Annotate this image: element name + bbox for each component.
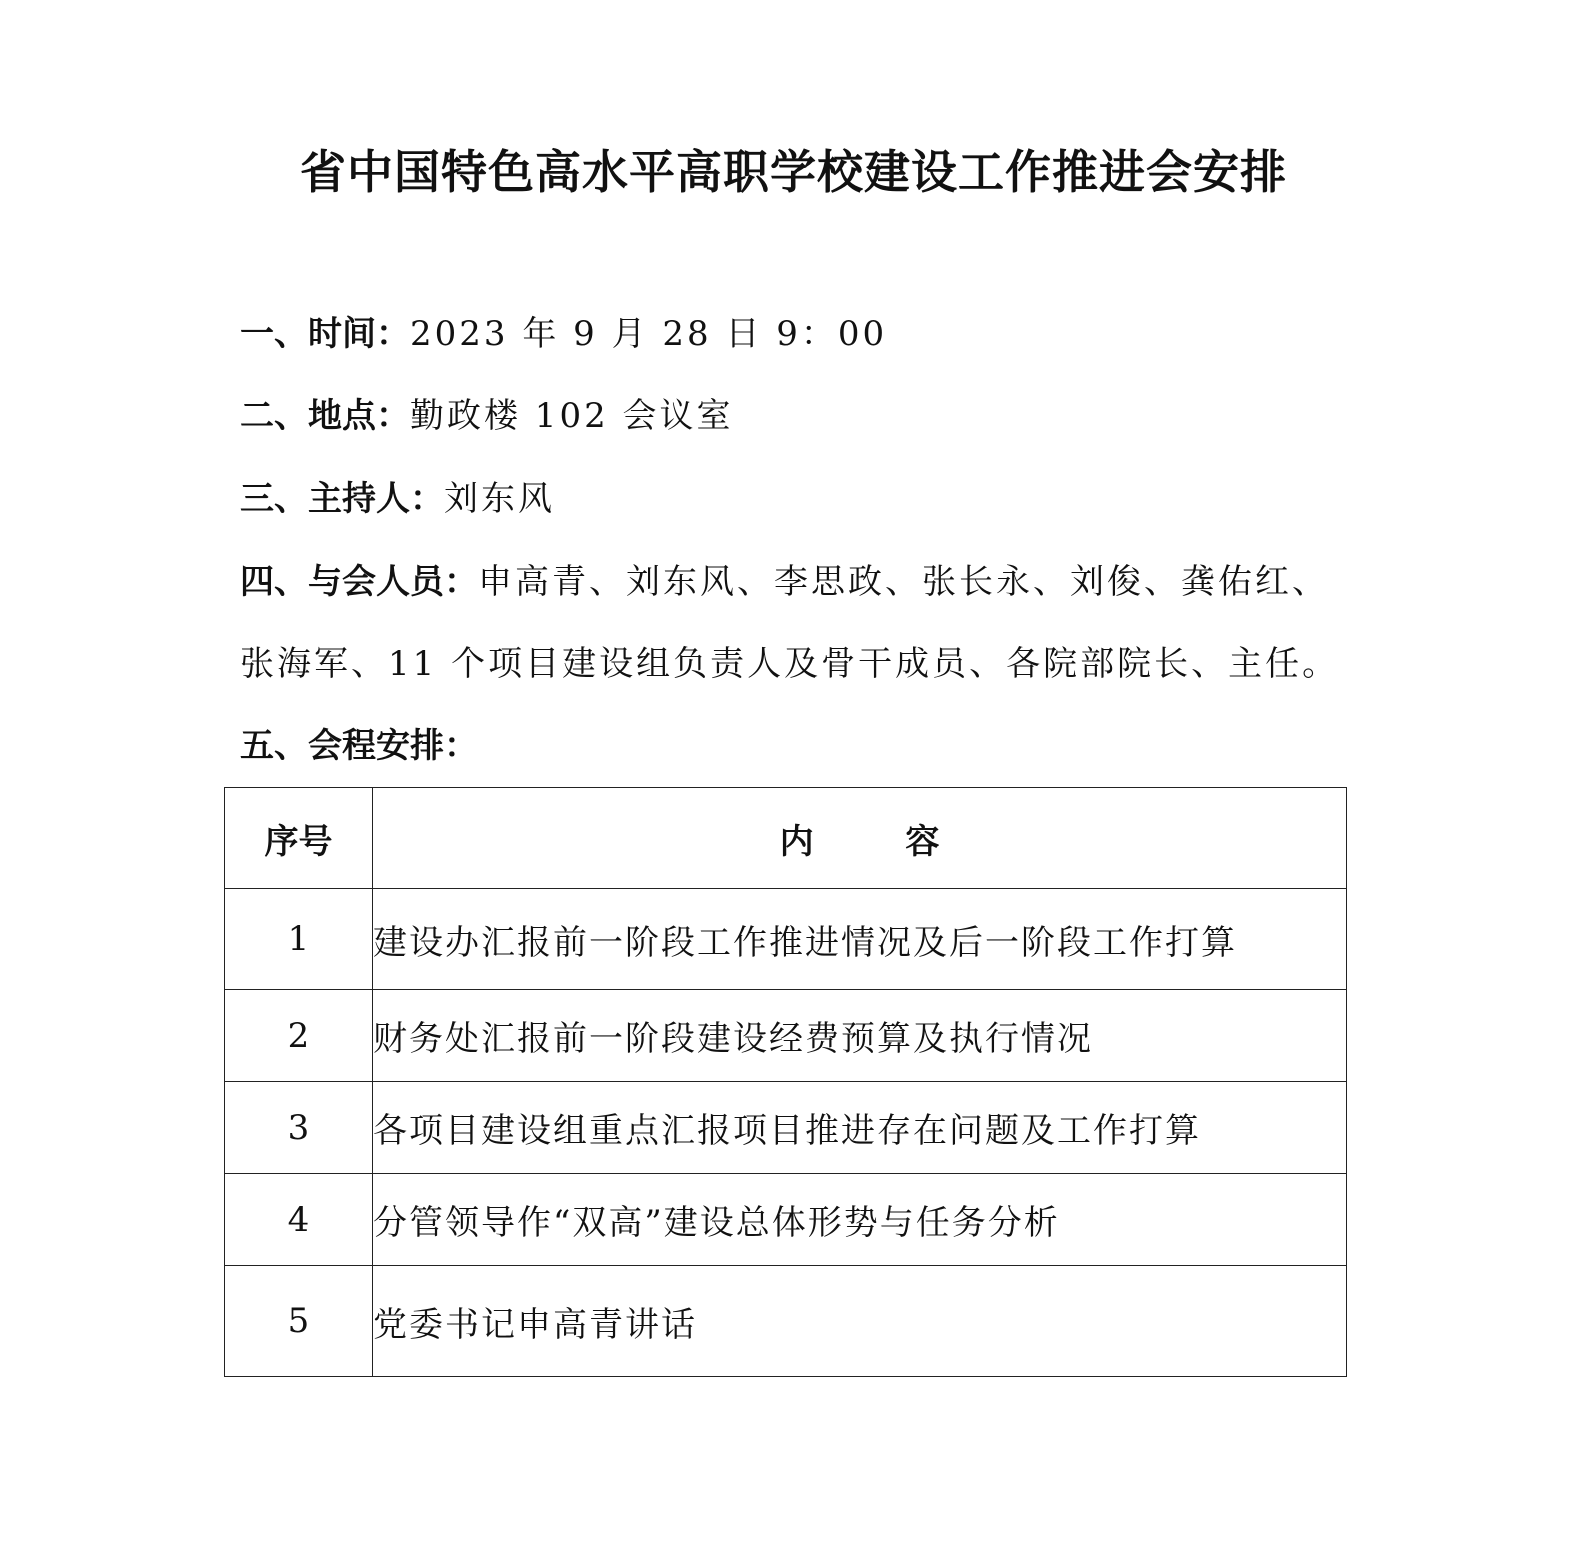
place-value: 勤政楼 102 会议室	[410, 396, 734, 436]
time-value: 2023 年 9 月 28 日 9：00	[410, 314, 888, 354]
row-content: 建设办汇报前一阶段工作推进情况及后一阶段工作打算	[373, 889, 1347, 990]
table-header-row	[225, 788, 1347, 889]
row-number: 1	[225, 889, 373, 990]
time-label: 一、时间：	[240, 314, 410, 354]
row-number: 2	[225, 990, 373, 1082]
document-title: 省中国特色高水平高职学校建设工作推进会安排	[300, 145, 1287, 199]
row-number: 3	[225, 1082, 373, 1174]
row-number: 5	[225, 1266, 373, 1377]
agenda-table	[224, 787, 1347, 1377]
attendees-value-line1: 申高青、刘东风、李思政、张长永、刘俊、龚佑红、	[478, 562, 1329, 602]
host-line	[240, 475, 555, 523]
time-line	[240, 310, 887, 358]
attendees-line-continued	[240, 640, 1339, 688]
row-content: 各项目建设组重点汇报项目推进存在问题及工作打算	[373, 1082, 1347, 1174]
agenda-line	[240, 722, 478, 770]
attendees-value-line2: 张海军、11 个项目建设组负责人及骨干成员、各院部院长、主任。	[240, 644, 1340, 684]
host-value: 刘东风	[444, 479, 555, 519]
agenda-label: 五、会程安排：	[240, 726, 478, 766]
row-number: 4	[225, 1174, 373, 1266]
place-line	[240, 392, 734, 440]
table-row	[225, 1266, 1347, 1377]
host-label: 三、主持人：	[240, 479, 444, 519]
header-content-label: 内 容	[779, 821, 980, 862]
header-no: 序号	[225, 788, 373, 889]
place-label: 二、地点：	[240, 396, 410, 436]
table-row	[225, 1174, 1347, 1266]
table-row	[225, 990, 1347, 1082]
table-row	[225, 889, 1347, 990]
table-row	[225, 1082, 1347, 1174]
attendees-label: 四、与会人员：	[240, 562, 478, 602]
attendees-line	[240, 558, 1329, 606]
header-content	[373, 788, 1347, 889]
row-content: 财务处汇报前一阶段建设经费预算及执行情况	[373, 990, 1347, 1082]
row-content: 党委书记申高青讲话	[373, 1266, 1347, 1377]
row-content: 分管领导作“双高”建设总体形势与任务分析	[373, 1174, 1347, 1266]
